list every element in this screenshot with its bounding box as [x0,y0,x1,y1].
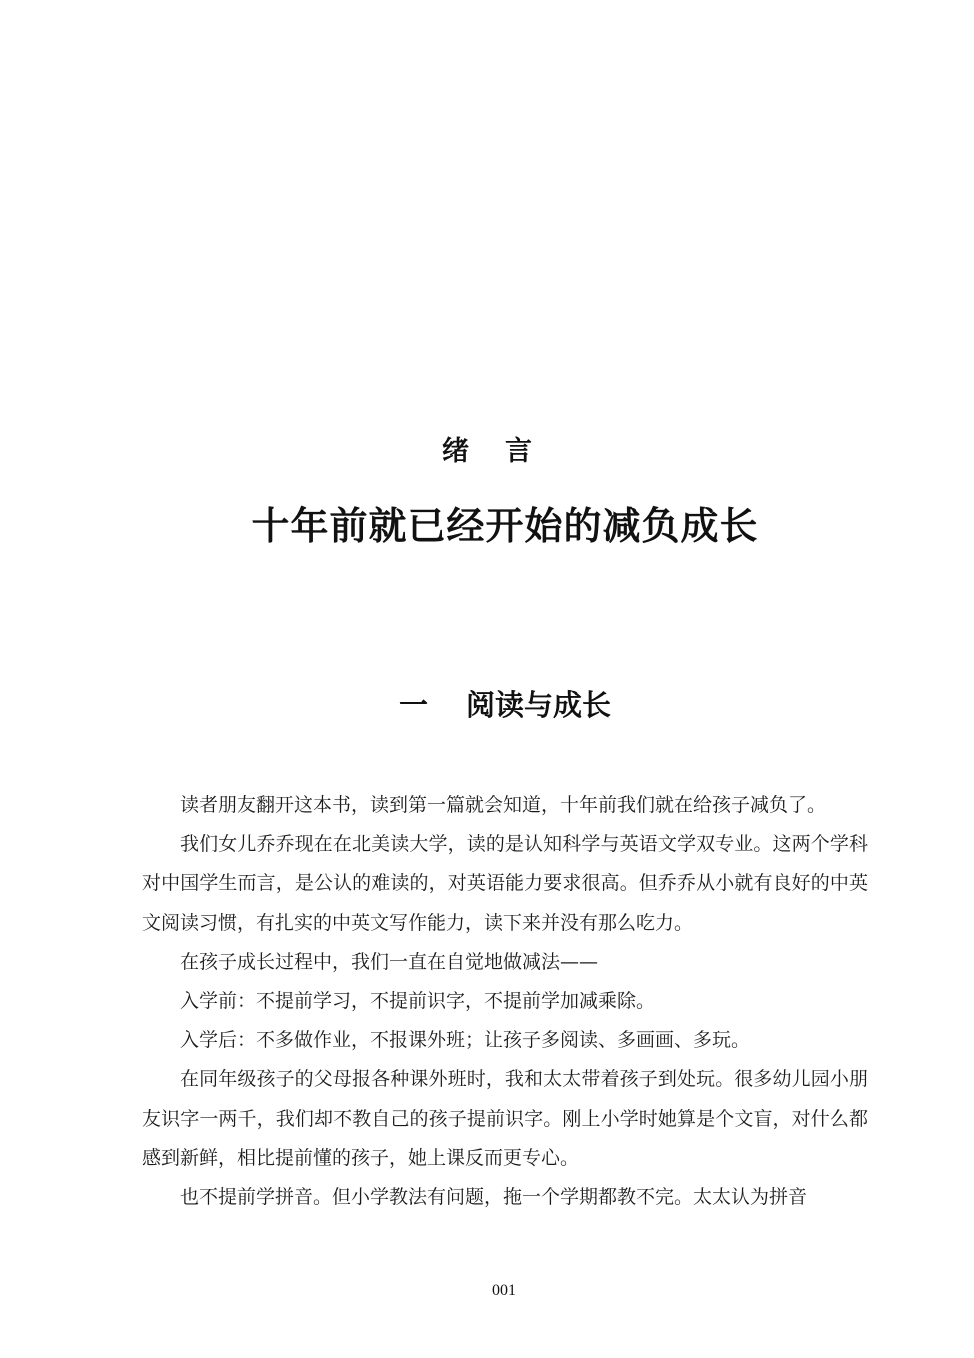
section-title: 阅读与成长 [466,688,612,722]
chapter-title: 十年前就已经开始的减负成长 [251,503,759,548]
paragraph: 也不提前学拼音。但小学教法有问题，拖一个学期都教不完。太太认为拼音 [180,1186,808,1209]
paragraph: 入学前：不提前学习，不提前识字，不提前学加减乘除。 [180,990,656,1013]
preface-label: 绪言 [442,436,568,467]
body-text [142,786,868,1217]
paragraph: 在同年级孩子的父母报各种课外班时，我和太太带着孩子到处玩。很多幼儿园小朋友识字一两千，我们却不教自己的孩子提前识字。刚上小学时她算是个文盲，对什么都感到新鲜，相比提前懂的孩子，她上课反而更专心。 [142,1068,868,1169]
paragraph: 入学后：不多做作业，不报课外班；让孩子多阅读、多画画、多玩。 [180,1029,751,1052]
paragraph: 在孩子成长过程中，我们一直在自觉地做减法—— [180,950,599,973]
section-number: 一 [398,688,428,722]
section-heading [0,683,974,727]
page-number: 001 [492,1282,516,1299]
paragraph: 读者朋友翻开这本书，读到第一篇就会知道，十年前我们就在给孩子减负了。 [180,794,827,816]
paragraph: 我们女儿乔乔现在在北美读大学，读的是认知科学与英语文学双专业。这两个学科对中国学生而言，是公认的难读的，对英语能力要求很高。但乔乔从小就有良好的中英文阅读习惯，有扎实的中英文写作能力，读下来并没有那么吃力。 [142,833,868,934]
